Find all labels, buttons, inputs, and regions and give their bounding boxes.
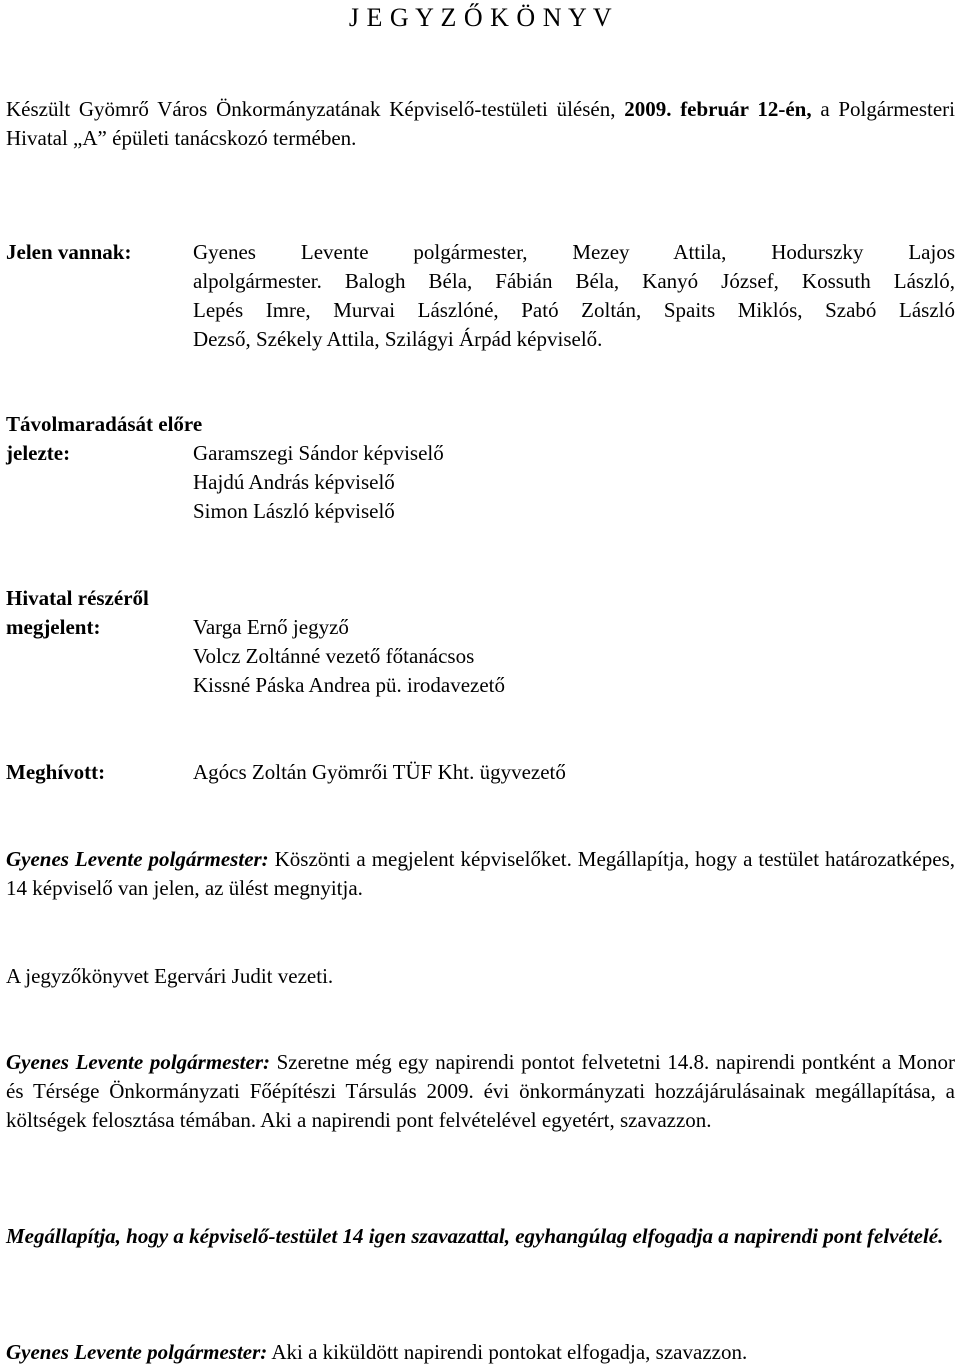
office-label-2: megjelent: bbox=[6, 615, 101, 639]
speaker-name: Gyenes Levente polgármester: bbox=[6, 1050, 270, 1074]
paragraph-text: Aki a kiküldött napirendi pontokat elfogadja, szavazzon. bbox=[267, 1340, 748, 1364]
document-title: J E G Y Z Ő K Ö N Y V bbox=[348, 3, 613, 32]
absent-list bbox=[193, 439, 955, 526]
present-line: Dezső, Székely Attila, Szilágyi Árpád képviselő. bbox=[193, 327, 603, 351]
present-label: Jelen vannak: bbox=[6, 240, 132, 264]
office-item: Varga Ernő jegyző bbox=[193, 615, 349, 639]
invited-section bbox=[6, 758, 955, 788]
mayor-vote-paragraph bbox=[6, 1338, 955, 1367]
resolution-text: Megállapítja, hogy a képviselő-testület 14 igen szavazattal, egyhangúlag elfogadja a napirendi pont felvételé. bbox=[6, 1224, 944, 1248]
minutes-keeper-paragraph bbox=[6, 962, 955, 991]
agenda-proposal-paragraph bbox=[6, 1048, 955, 1135]
present-section bbox=[6, 238, 955, 358]
absent-section bbox=[6, 410, 955, 530]
present-line: Gyenes Levente polgármester, Mezey Attila, Hodurszky Lajos bbox=[193, 240, 955, 264]
office-section bbox=[6, 584, 955, 704]
invited-label: Meghívott: bbox=[6, 760, 106, 784]
speaker-name: Gyenes Levente polgármester: bbox=[6, 1340, 268, 1364]
absent-item: Hajdú András képviselő bbox=[193, 470, 395, 494]
paragraph-text: Szeretne még egy napirendi pontot felvetetni 14.8. napirendi pontként a Monor és Térsége Önkormányzati Főépítészi Társulás 2009. évi önkormányzati hozzájárulásainak megállapítása, a költségek felosztása témában. Aki a napirendi pont felvételével egyetért, szavazzon. bbox=[6, 1050, 955, 1132]
resolution-paragraph bbox=[6, 1222, 955, 1251]
paragraph-text: A jegyzőkönyvet Egervári Judit vezeti. bbox=[6, 964, 334, 988]
present-line: alpolgármester. Balogh Béla, Fábián Béla, Kanyó József, Kossuth László, bbox=[193, 269, 955, 293]
intro-text-2: a Polgármesteri Hivatal „A” épületi tanácskozó termében. bbox=[6, 97, 956, 150]
intro-paragraph bbox=[6, 95, 955, 153]
absent-item: Simon László képviselő bbox=[193, 499, 395, 523]
speaker-name: Gyenes Levente polgármester: bbox=[6, 847, 269, 871]
office-item: Volcz Zoltánné vezető főtanácsos bbox=[193, 644, 475, 668]
absent-label-2: jelezte: bbox=[6, 441, 71, 465]
mayor-opening-paragraph bbox=[6, 845, 955, 903]
office-label-1: Hivatal részéről bbox=[6, 586, 149, 610]
absent-label-1: Távolmaradását előre bbox=[6, 412, 203, 436]
meeting-date: 2009. február 12-én, bbox=[624, 97, 812, 121]
office-list bbox=[193, 613, 955, 700]
intro-text-1: Készült Gyömrő Város Önkormányzatának Képviselő-testületi ülésén, bbox=[6, 97, 616, 121]
present-list bbox=[193, 238, 955, 354]
present-line: Lepés Imre, Murvai Lászlóné, Pató Zoltán, Spaits Miklós, Szabó László bbox=[193, 298, 955, 322]
paragraph-text: Köszönti a megjelent képviselőket. Megállapítja, hogy a testület határozatképes, 14 képviselő van jelen, az ülést megnyitja. bbox=[6, 847, 956, 900]
office-item: Kissné Páska Andrea pü. irodavezető bbox=[193, 673, 505, 697]
absent-item: Garamszegi Sándor képviselő bbox=[193, 441, 444, 465]
invited-value: Agócs Zoltán Gyömrői TÜF Kht. ügyvezető bbox=[193, 760, 566, 784]
